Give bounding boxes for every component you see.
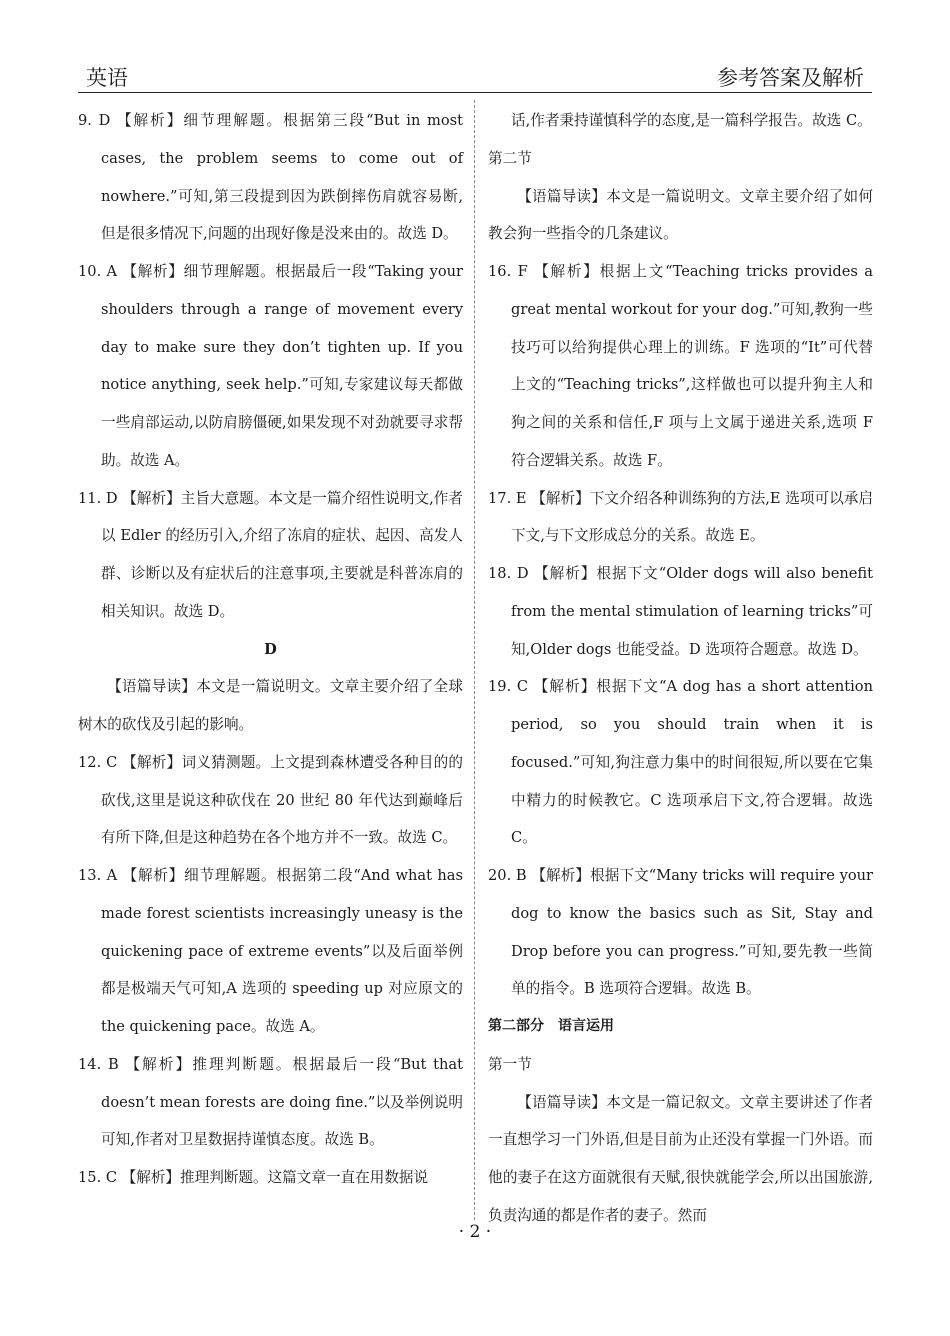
answer-item: 15. C 【解析】推理判断题。这篇文章一直在用数据说	[78, 1169, 429, 1186]
column-divider	[474, 100, 475, 1220]
page-header	[78, 58, 872, 94]
passage-guide: 【语篇导读】本文是一篇说明文。文章主要介绍了如何教会狗一些指令的几条建议。	[488, 187, 873, 243]
left-column	[78, 102, 463, 1197]
section-label: 第一节	[488, 1055, 532, 1073]
section-heading: D	[264, 640, 277, 658]
answer-item: 19. C 【解析】根据下文“A dog has a short attention period, so you should train when it is focused.”可知,狗注意力集中的时间很短,所以要在它集中精力的时候教它。C 选项承启下文,符合逻辑。故选 C。	[488, 678, 873, 847]
part-heading: 第二部分 语言运用	[488, 1018, 614, 1034]
subject-label: 英语	[86, 66, 128, 90]
answer-item: 16. F 【解析】根据上文“Teaching tricks provides a great mental workout for your dog.”可知,教狗一些技巧可以给狗提供心理上的训练。F 选项的“It”可代替上文的“Teaching tricks”,这样做也可以提升狗主人和狗之间的关系和信任,F 项与上文属于递进关系,选项 F 符合逻辑关系。故选 F。	[488, 263, 873, 469]
answer-item: 13. A 【解析】细节理解题。根据第二段“And what has made forest scientists increasingly uneasy is the quickening pace of extreme events”以及后面举例都是极端天气可知,A 选项的 speeding up 对应原文的 the quickening pace。故选 A。	[78, 867, 463, 1035]
answer-item: 9. D 【解析】细节理解题。根据第三段“But in most cases, the problem seems to come out of nowhere.”可知,第三段提到因为跌倒摔伤肩就容易断,但是很多情况下,问题的出现好像是没来由的。故选 D。	[78, 112, 463, 243]
section-label: 参考答案及解析	[717, 66, 864, 90]
answer-item: 10. A 【解析】细节理解题。根据最后一段“Taking your shoulders through a range of movement every day to make sure they don’t tighten up. If you notice anything, seek help.”可知,专家建议每天都做一些肩部运动,以防肩膀僵硬,如果发现不对劲就要寻求帮助。故选 A。	[78, 263, 463, 469]
answer-item: 18. D 【解析】根据下文“Older dogs will also benefit from the mental stimulation of learning tricks”可知,Older dogs 也能受益。D 选项符合题意。故选 D。	[488, 565, 873, 658]
passage-guide: 【语篇导读】本文是一篇记叙文。文章主要讲述了作者一直想学习一门外语,但是目前为止还没有掌握一门外语。而他的妻子在这方面就很有天赋,很快就能学会,所以出国旅游,负责沟通的都是作者的妻子。然而	[488, 1093, 873, 1224]
right-column	[488, 102, 873, 1235]
answer-item: 14. B 【解析】推理判断题。根据最后一段“But that doesn’t mean forests are doing fine.”以及举例说明可知,作者对卫星数据持谨慎态度。故选 B。	[78, 1055, 463, 1149]
answer-continuation: 话,作者秉持谨慎科学的态度,是一篇科学报告。故选 C。	[511, 112, 872, 129]
section-label: 第二节	[488, 149, 532, 167]
header-rule	[78, 92, 872, 93]
passage-guide: 【语篇导读】本文是一篇说明文。文章主要介绍了全球树木的砍伐及引起的影响。	[78, 678, 463, 733]
answer-item: 11. D 【解析】主旨大意题。本文是一篇介绍性说明文,作者以 Edler 的经历引入,介绍了冻肩的症状、起因、高发人群、诊断以及有症状后的注意事项,主要就是科普冻肩的相关知识。故选 D。	[78, 489, 463, 620]
page-number: · 2 ·	[458, 1222, 492, 1242]
answer-item: 20. B 【解析】根据下文“Many tricks will require your dog to know the basics such as Sit, Stay and Drop before you can progress.”可知,要先教一些简单的指令。B 选项符合逻辑。故选 B。	[488, 867, 873, 998]
answer-item: 12. C 【解析】词义猜测题。上文提到森林遭受各种目的的砍伐,这里是说这种砍伐在 20 世纪 80 年代达到巅峰后有所下降,但是这种趋势在各个地方并不一致。故选 C。	[78, 753, 463, 847]
answer-item: 17. E 【解析】下文介绍各种训练狗的方法,E 选项可以承启下文,与下文形成总分的关系。故选 E。	[488, 489, 873, 545]
